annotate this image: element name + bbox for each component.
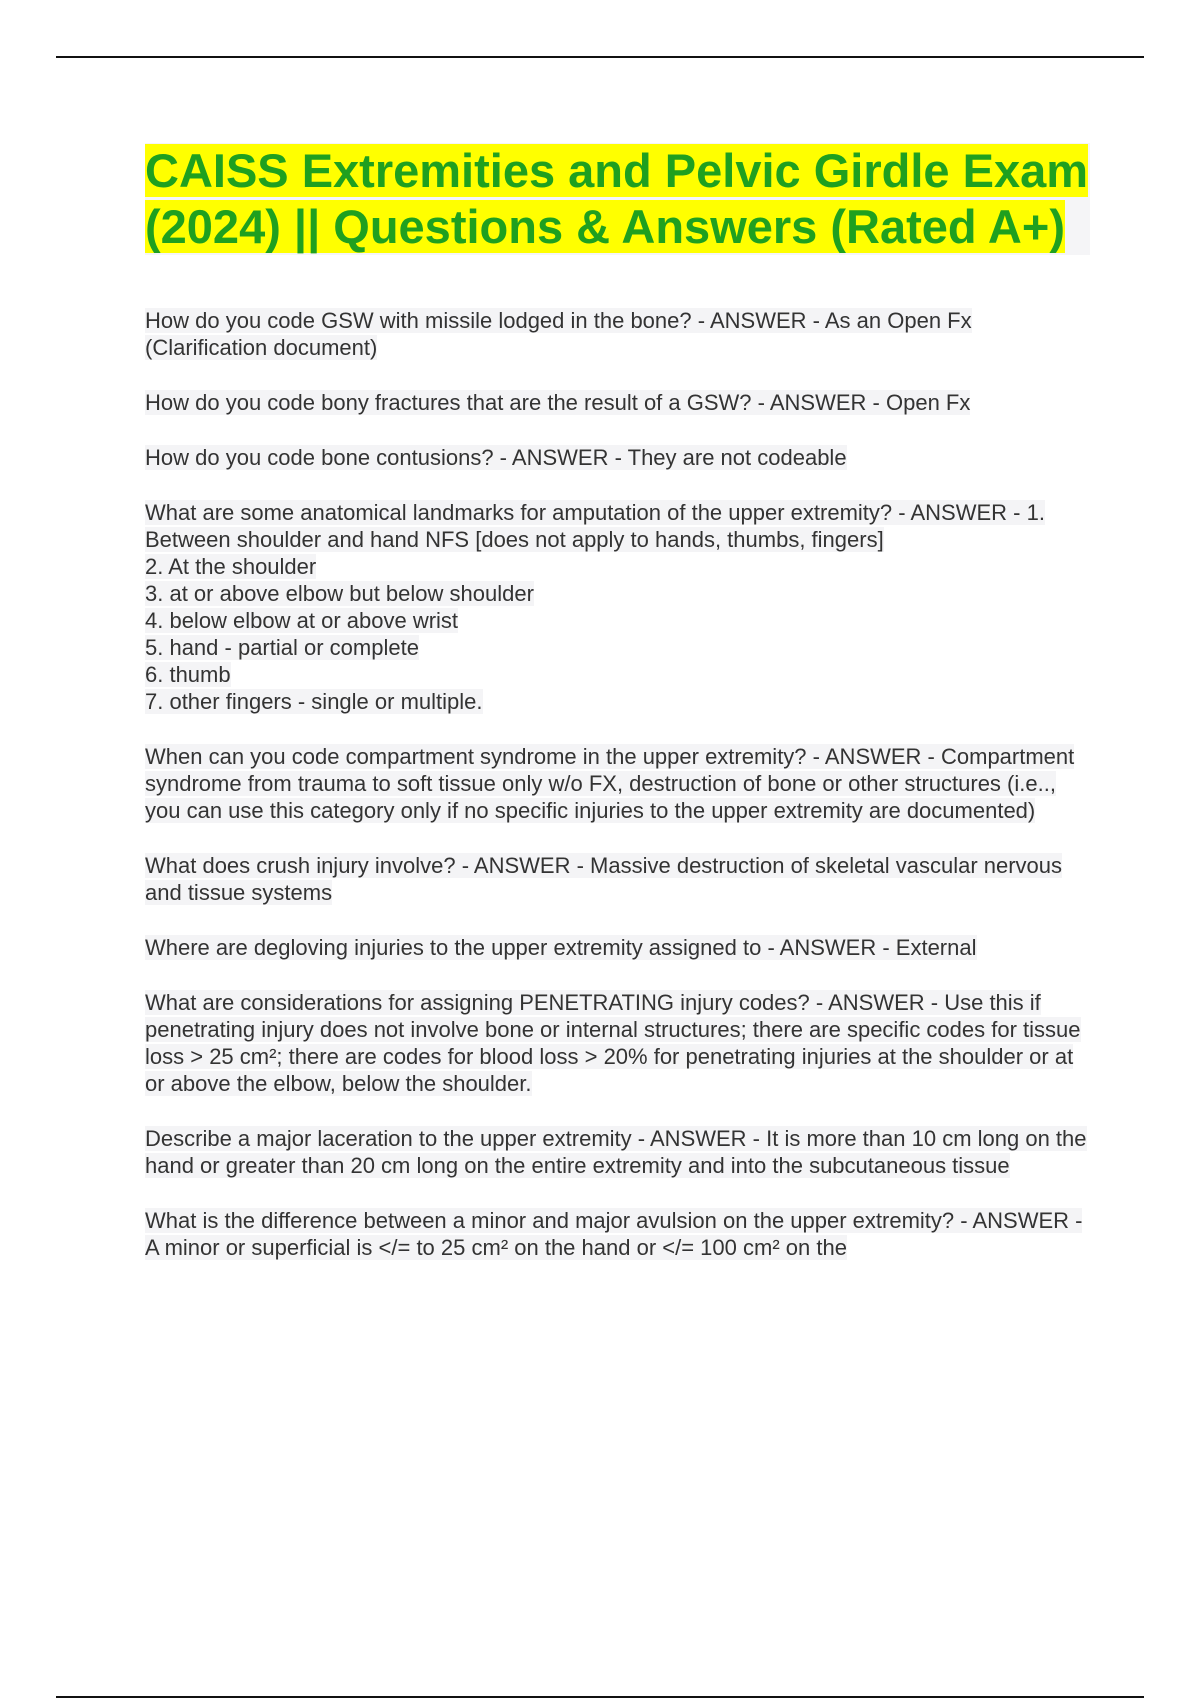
qa-item-text: Where are degloving injuries to the upper extremity assigned to - ANSWER - External [145, 935, 977, 960]
top-rule [56, 56, 1144, 58]
qa-item [145, 444, 1090, 471]
qa-item-text: What are considerations for assigning PENETRATING injury codes? - ANSWER - Use this if penetrating injury does not involve bone or internal structures; there are specific codes for tissue loss > 25 cm²; there are codes for blood loss > 20% for penetrating injuries at the shoulder or at or above the elbow, below the shoulder. [145, 990, 1081, 1096]
qa-item-text: What is the difference between a minor and major avulsion on the upper extremity? - ANSWER - A minor or superficial is </= to 25 cm² on the hand or </= 100 cm² on the [145, 1208, 1083, 1260]
qa-item [145, 852, 1090, 906]
qa-item [145, 499, 1090, 715]
qa-item-text: Describe a major laceration to the upper extremity - ANSWER - It is more than 10 cm long on the hand or greater than 20 cm long on the entire extremity and into the subcutaneous tissue [145, 1126, 1087, 1178]
document-title [145, 143, 1090, 255]
qa-item-text: What does crush injury involve? - ANSWER - Massive destruction of skeletal vascular nervous and tissue systems [145, 853, 1063, 905]
qa-item [145, 1125, 1090, 1179]
qa-item [145, 307, 1090, 361]
document-title-text: CAISS Extremities and Pelvic Girdle Exam (2024) || Questions & Answers (Rated A+) [145, 144, 1089, 253]
qa-item-text: When can you code compartment syndrome in the upper extremity? - ANSWER - Compartment syndrome from trauma to soft tissue only w/o FX, destruction of bone or other structures (i.e.., you can use this category only if no specific injuries to the upper extremity are documented) [145, 744, 1075, 823]
qa-item-text: How do you code bone contusions? - ANSWER - They are not codeable [145, 445, 847, 470]
qa-item-text: How do you code bony fractures that are the result of a GSW? - ANSWER - Open Fx [145, 390, 971, 415]
qa-item [145, 1207, 1090, 1261]
document-body [145, 143, 1090, 1289]
bottom-rule [56, 1696, 1144, 1698]
qa-item [145, 743, 1090, 824]
title-block [145, 143, 1090, 255]
qa-item [145, 934, 1090, 961]
qa-item [145, 989, 1090, 1097]
qa-item-text: What are some anatomical landmarks for amputation of the upper extremity? - ANSWER - 1. Between shoulder and hand NFS [does not apply to hands, thumbs, fingers] 2. At the shoulder 3. at or above elbow but below shoulder 4. below elbow at or above wrist 5. hand - partial or complete 6. thumb 7. other fingers - single or multiple. [145, 500, 1045, 714]
qa-item [145, 389, 1090, 416]
qa-item-text: How do you code GSW with missile lodged in the bone? - ANSWER - As an Open Fx (Clarification document) [145, 308, 972, 360]
